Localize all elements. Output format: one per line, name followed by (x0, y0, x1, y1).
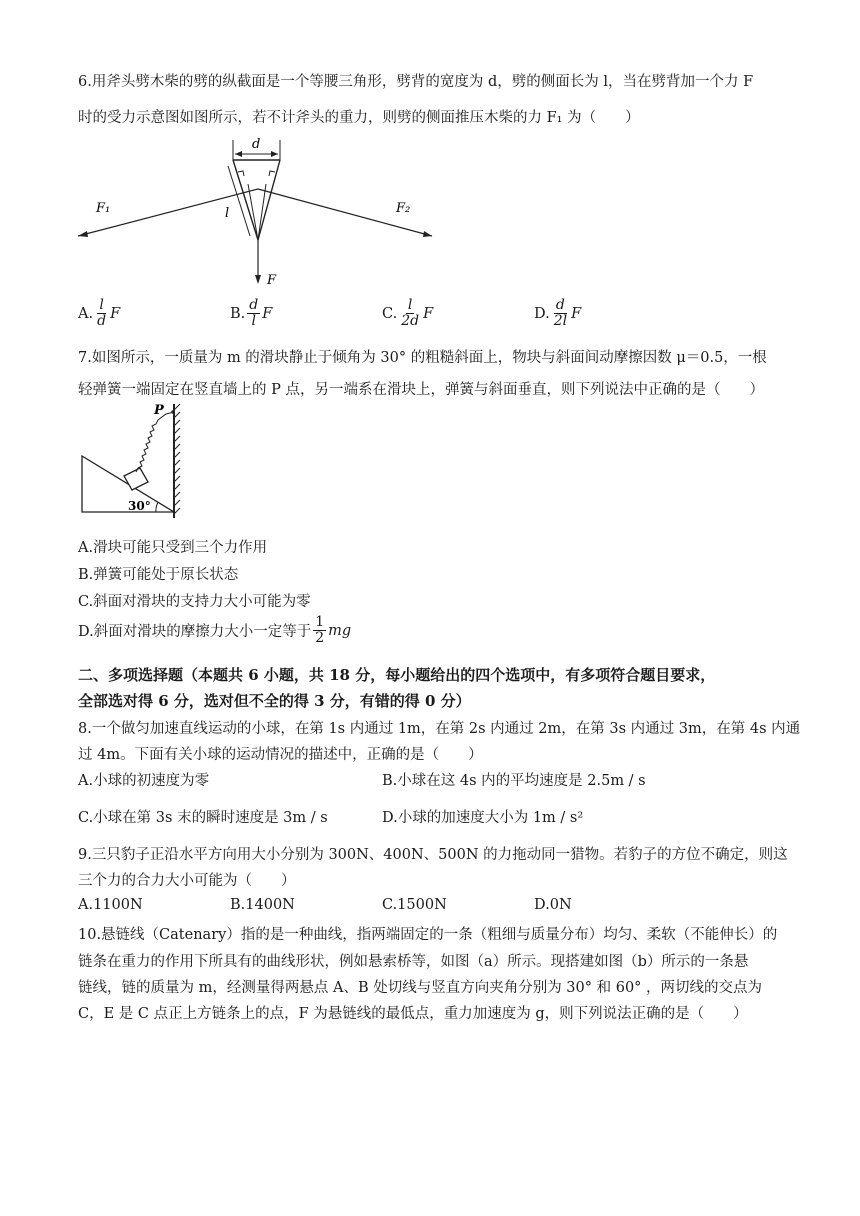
q6-stem-line1: 6.用斧头劈木柴的劈的纵截面是一个等腰三角形，劈背的宽度为 d，劈的侧面长为 l，当在劈背加一个力 F (78, 74, 754, 90)
q10-stem-line1: 10.悬链线（Catenary）指的是一种曲线，指两端固定的一条（粗细与质量分布）均匀、柔软（不能伸长）的 (78, 927, 778, 943)
q6-option-b[interactable]: B. $\frac{d}{l}$ F (230, 297, 273, 329)
q6-option-a[interactable]: A. $\frac{l}{d}$ F (78, 297, 121, 329)
q10-stem-line3: 链线，链的质量为 m，经测量得两悬点 A、B 处切线与竖直方向夹角分别为 30° 和 60° ，两切线的交点为 (78, 980, 763, 996)
q9-stem-line2: 三个力的合力大小可能为（ ） (78, 873, 296, 889)
q7-option-b[interactable]: B.弹簧可能处于原长状态 (78, 567, 239, 583)
q10-stem-line4: C，E 是 C 点正上方链条上的点，F 为悬链线的最低点，重力加速度为 g，则下列说法正确的是（ ） (78, 1006, 748, 1022)
diagram-label-F2: F₂ (396, 201, 411, 216)
q9-option-b[interactable]: B.1400N (230, 897, 295, 913)
q6-option-d[interactable]: D. $\frac{d}{2l}$ F (534, 297, 582, 329)
diagram-label-F1: F₁ (96, 201, 111, 216)
q9-option-c[interactable]: C.1500N (382, 897, 447, 913)
q8-stem-line1: 8.一个做匀加速直线运动的小球，在第 1s 内通过 1m，在第 2s 内通过 2m，在第 3s 内通过 3m，在第 4s 内通 (78, 721, 801, 737)
q8-option-d[interactable]: D.小球的加速度大小为 1m / s² (382, 810, 584, 826)
diagram-label-l: l (225, 206, 230, 221)
q7-stem-line1: 7.如图所示，一质量为 m 的滑块静止于倾角为 30° 的粗糙斜面上，物块与斜面间动摩擦因数 μ＝0.5，一根 (78, 350, 767, 366)
diagram-label-d: d (252, 137, 261, 152)
q8-stem-line2: 过 4m。下面有关小球的运动情况的描述中，正确的是（ ） (78, 747, 483, 763)
q6-stem-line2: 时的受力示意图如图所示，若不计斧头的重力，则劈的侧面推压木柴的力 F₁ 为（ ） (78, 110, 640, 126)
q9-stem-line1: 9.三只豹子正沿水平方向用大小分别为 300N、400N、500N 的力拖动同一猎物。若豹子的方位不确定，则这 (78, 847, 788, 863)
q8-option-a[interactable]: A.小球的初速度为零 (78, 773, 210, 789)
q6-option-c[interactable]: C. $\frac{l}{2d}$ F (382, 297, 434, 329)
diagram-label-F: F (267, 273, 277, 288)
q7-option-c[interactable]: C.斜面对滑块的支持力大小可能为零 (78, 594, 311, 610)
diagram-label-P: P (154, 403, 164, 418)
q7-option-a[interactable]: A.滑块可能只受到三个力作用 (78, 540, 268, 556)
section2-heading-line2: 全部选对得 6 分，选对但不全的得 3 分，有错的得 0 分） (78, 692, 471, 710)
q8-option-b[interactable]: B.小球在这 4s 内的平均速度是 2.5m / s (382, 773, 646, 789)
wedge-force-diagram (70, 132, 450, 297)
q9-option-d[interactable]: D.0N (534, 897, 572, 913)
q9-option-a[interactable]: A.1100N (78, 897, 143, 913)
section2-heading-line1: 二、多项选择题（本题共 6 小题，共 18 分，每小题给出的四个选项中，有多项符合题目要求， (78, 666, 716, 684)
q10-stem-line2: 链条在重力的作用下所具有的曲线形状，例如悬索桥等，如图（a）所示。现搭建如图（b）所示的一条悬 (78, 954, 749, 970)
incline-spring-diagram (78, 402, 188, 522)
q7-option-d[interactable]: D.斜面对滑块的摩擦力大小一定等于 $\frac{1}{2}$ mg (78, 614, 352, 646)
q8-option-c[interactable]: C.小球在第 3s 末的瞬时速度是 3m / s (78, 810, 328, 826)
q7-stem-line2: 轻弹簧一端固定在竖直墙上的 P 点，另一端系在滑块上，弹簧与斜面垂直，则下列说法中正确的是（ ） (78, 382, 764, 398)
diagram-label-angle: 30° (128, 499, 151, 513)
